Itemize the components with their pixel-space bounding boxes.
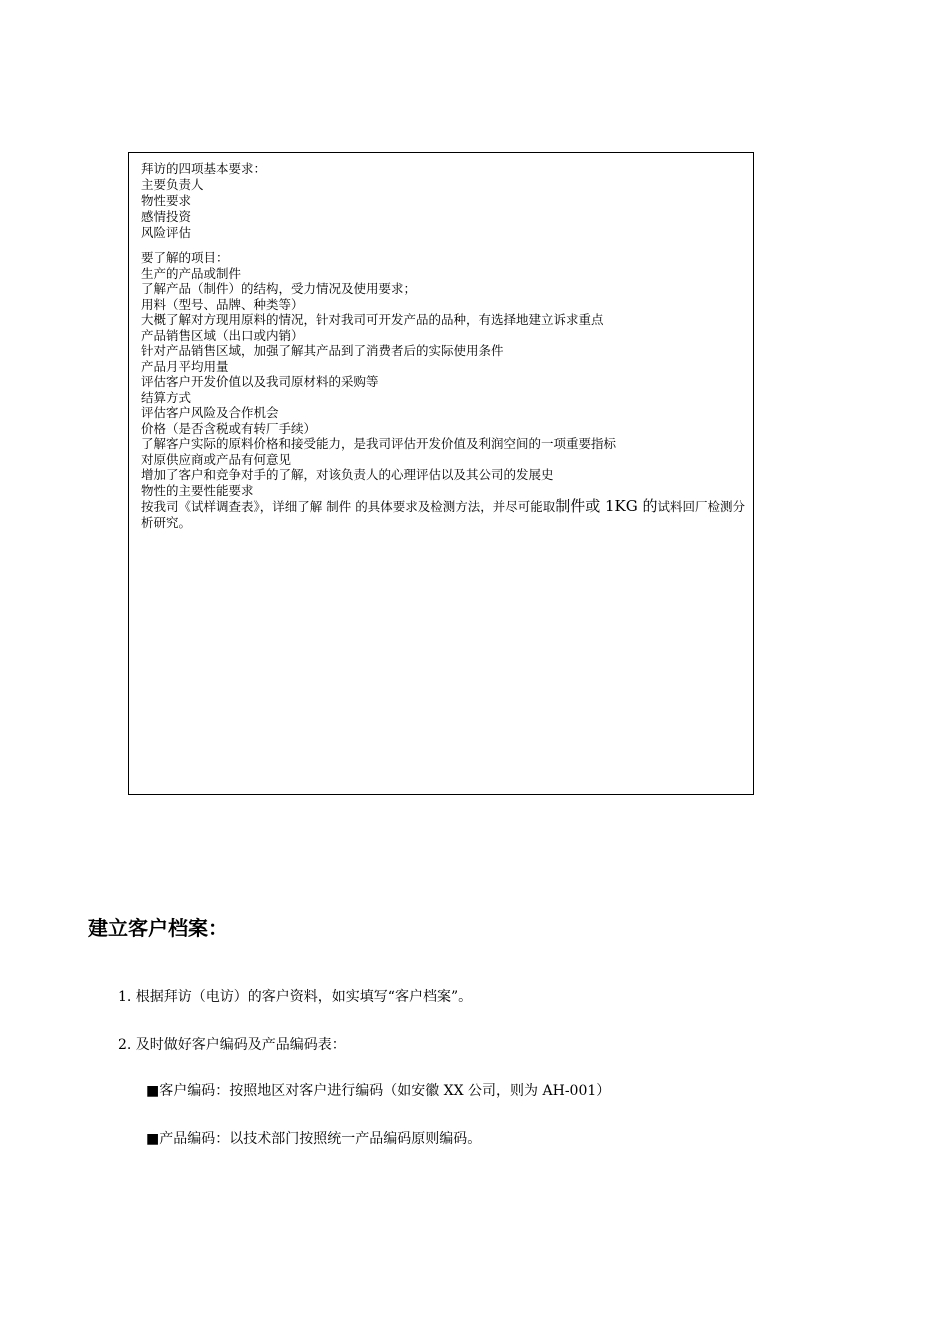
bullet-paragraph: ■客户编码：按照地区对客户进行编码（如安徽 XX 公司，则为 AH-001） [146, 1083, 611, 1099]
notes-line: 拜访的四项基本要求： [141, 161, 267, 176]
notes-line: 感情投资 [141, 209, 192, 224]
section-heading: 建立客户档案： [88, 916, 228, 940]
notes-line: 评估客户风险及合作机会 [141, 405, 279, 420]
notes-line: 要了解的项目： [141, 250, 229, 265]
notes-line: 产品月平均用量 [141, 358, 229, 374]
notes-line: 结算方式 [141, 389, 192, 405]
notes-line: 物性的主要性能要求 [141, 482, 254, 498]
sample-survey-paragraph [141, 498, 745, 531]
notes-line: 主要负责人 [141, 177, 204, 192]
notes-line: 大概了解对方现用原料的情况，针对我司可开发产品的品种，有选择地建立诉求重点 [141, 312, 604, 327]
sample-survey-text: 按我司《试样调查表》，详细了解 制件 的具体要求及检测方法，并尽可能取 [141, 499, 556, 514]
visit-notes-box [128, 152, 754, 795]
notes-line: 价格（是否含税或有转厂手续） [141, 420, 317, 436]
notes-line: 针对产品销售区域，加强了解其产品到了消费者后的实际使用条件 [141, 343, 504, 358]
visit-notes-content [141, 161, 745, 531]
notes-line: 增加了客户和竞争对手的了解，对该负责人的心理评估以及其公司的发展史 [141, 467, 554, 482]
notes-line: 生产的产品或制件 [141, 265, 242, 281]
bullet-paragraph: ■产品编码：以技术部门按照统一产品编码原则编码。 [146, 1131, 482, 1147]
notes-line: 产品销售区域（出口或内销） [141, 327, 304, 343]
notes-line: 了解客户实际的原料价格和接受能力，是我司评估开发价值及利润空间的一项重要指标 [141, 436, 617, 451]
notes-line: 了解产品（制件）的结构，受力情况及使用要求； [141, 281, 417, 296]
notes-line: 对原供应商或产品有何意见 [141, 451, 292, 467]
spacer [141, 241, 745, 250]
numbered-paragraph: 1. 根据拜访（电访）的客户资料，如实填写“客户档案”。 [118, 989, 473, 1005]
sample-survey-text: 试料回厂检测分析研究。 [141, 499, 745, 530]
notes-line: 用料（型号、品牌、种类等） [141, 296, 304, 312]
notes-line: 物性要求 [141, 193, 192, 208]
notes-line: 风险评估 [141, 225, 192, 240]
notes-line: 评估客户开发价值以及我司原材料的采购等 [141, 374, 379, 389]
numbered-paragraph: 2. 及时做好客户编码及产品编码表： [118, 1037, 346, 1053]
sample-survey-text-large: 制件或 1KG 的 [555, 497, 658, 515]
